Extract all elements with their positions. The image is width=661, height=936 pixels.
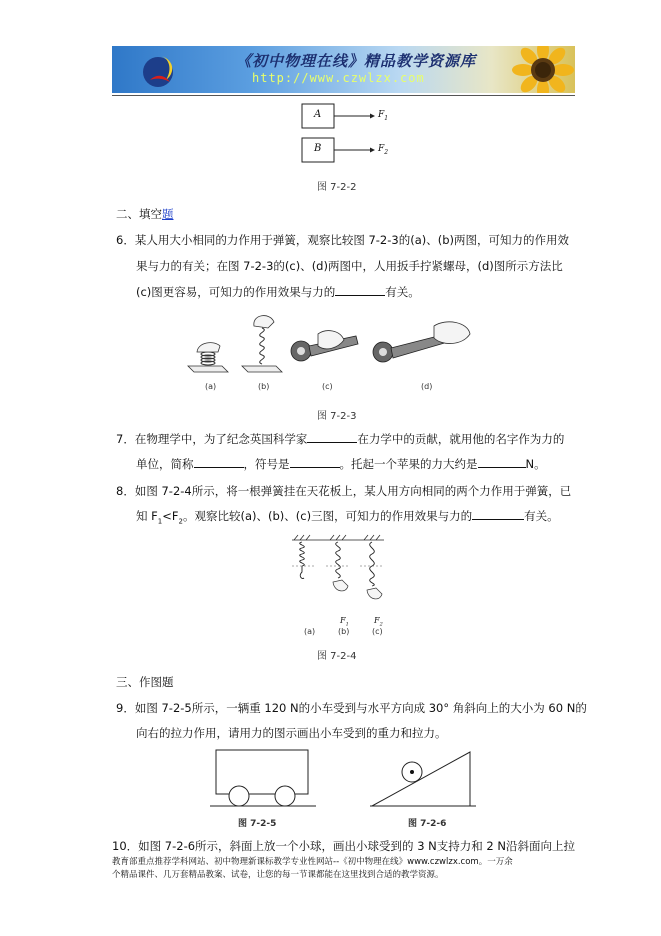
figure-caption-7-2-6: 图 7-2-6: [408, 819, 447, 829]
q7-line-2: 单位，简称 ，符号是 。托起一个苹果的力大约是 N。: [136, 457, 546, 471]
figure-7-2-3: [180, 306, 480, 390]
fig-724-label-a: (a): [304, 627, 316, 636]
fig-724-force-f1: $F_1$: [340, 616, 349, 628]
q6-line-3: (c)图更容易，可知力的作用效果与力的 有关。: [136, 285, 420, 299]
fig-724-force-f2: $F_2$: [374, 616, 383, 628]
figure-7-2-5-cart: [208, 746, 318, 812]
footer-line-2: 个精品课件、几万套精品教案、试卷，让您的每一节课都能在这里找到合适的教学资源。: [112, 870, 444, 880]
q8-line-1: 8．如图 7-2-4所示，将一根弹簧挂在天花板上，某人用方向相同的两个力作用于弹簧，已: [116, 484, 572, 498]
fig-723-label-c: (c): [322, 382, 333, 391]
wrench-far-end-illustration: [373, 322, 470, 362]
q10-line-1: 10．如图 7-2-6所示，斜面上放一个小球，画出小球受到的 3 N支持力和 2 N沿斜面向上拉: [112, 839, 575, 853]
q6-line-1: 6．某人用大小相同的力作用于弹簧，观察比较图 7-2-3的(a)、(b)两图，可知力的作用效: [116, 233, 570, 247]
wrench-near-nut-illustration: [291, 331, 358, 361]
figure-7-2-4: [288, 534, 398, 626]
banner-title: 《初中物理在线》精品教学资源库: [236, 52, 477, 70]
q7-line-1: 7．在物理学中，为了纪念英国科学家 在力学中的贡献，就用他的名字作为力的: [116, 432, 565, 446]
fig-723-label-b: (b): [258, 382, 270, 391]
q6-answer-blank[interactable]: [335, 284, 385, 296]
box-a-label: A: [314, 109, 322, 120]
q7-scientist-blank[interactable]: [307, 431, 357, 443]
q7-unit-blank[interactable]: [194, 456, 244, 468]
figure-caption-7-2-5: 图 7-2-5: [238, 819, 277, 829]
figure-caption-7-2-2: 图 7-2-2: [317, 182, 357, 193]
fig-724-label-c: (c): [372, 627, 383, 636]
spring-compressed-illustration: [188, 343, 228, 372]
spring-stretched-illustration: [242, 316, 282, 372]
logo-icon: [140, 50, 184, 90]
q6-line-2: 果与力的有关；在图 7-2-3的(c)、(d)两图中，人用扳手拧紧螺母，(d)图所示方法比: [136, 259, 563, 273]
q7-symbol-blank[interactable]: [290, 456, 340, 468]
box-b-label: B: [314, 143, 322, 154]
figure-caption-7-2-4: 图 7-2-4: [317, 651, 357, 662]
q9-line-1: 9．如图 7-2-5所示，一辆重 120 N的小车受到与水平方向成 30° 角斜向上的大小为 60 N的: [116, 701, 587, 715]
q8-answer-blank[interactable]: [472, 508, 524, 520]
figure-7-2-2: [295, 100, 405, 170]
force-f2-label: $F_2$: [378, 144, 389, 156]
fig-724-label-b: (b): [338, 627, 350, 636]
q8-line-2: 知 $F_1<F_2$。观察比较(a)、(b)、(c)三图，可知力的作用效果与力的 有关。: [136, 509, 559, 526]
q9-line-2: 向右的拉力作用，请用力的图示画出小车受到的重力和拉力。: [136, 726, 447, 740]
sunflower-image: [510, 46, 575, 93]
banner-url[interactable]: http://www.czwlzx.com: [252, 71, 425, 85]
header-rule: [112, 95, 575, 96]
fig-723-label-d: (d): [421, 382, 433, 391]
figure-caption-7-2-3: 图 7-2-3: [317, 411, 357, 422]
figure-7-2-6-incline: [368, 746, 478, 812]
force-f1-label: $F_1$: [378, 110, 389, 122]
section-heading-fill-blank: 二、填空题: [116, 207, 174, 221]
section-heading-drawing: 三、作图题: [116, 675, 174, 689]
q7-apple-force-blank[interactable]: [478, 456, 526, 468]
footer-line-1: 教育部重点推荐学科网站、初中物理新课标教学专业性网站--《初中物理在线》www.czwlzx.com。一万余: [112, 857, 513, 867]
fig-723-label-a: (a): [205, 382, 217, 391]
section-link[interactable]: 题: [162, 207, 174, 221]
header-banner: [112, 46, 575, 93]
